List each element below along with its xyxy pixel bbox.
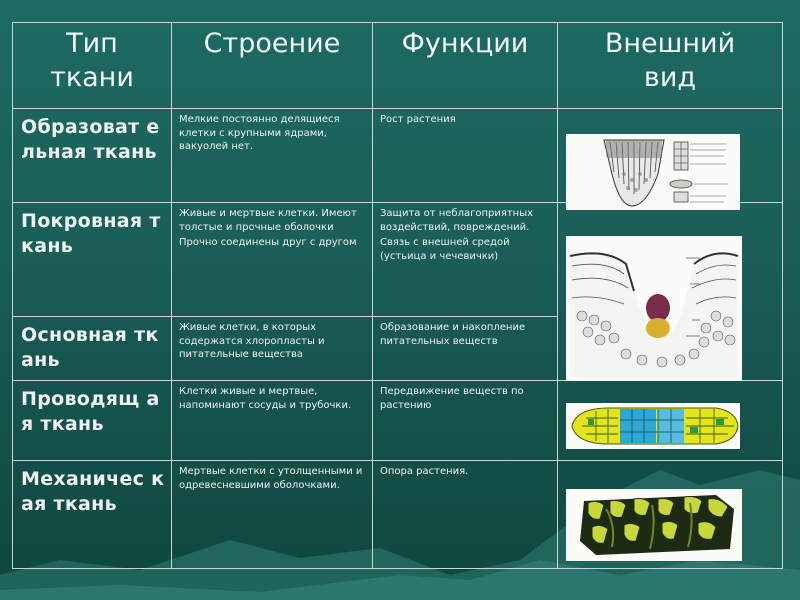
functions-text: Связь с внешней средой (устьица и чечевички) [380,237,510,262]
table-row [13,203,783,317]
row-type-conductive: Проводящ ая ткань [13,381,172,461]
row-type-basic: Основная ткань [13,317,172,381]
row-structure [172,109,373,203]
header-type: Тип ткани [13,23,172,109]
meristem-image [566,134,740,210]
structure-text: Живые и мертвые клетки. Имеют толстые и прочные оболочки [179,208,357,233]
tissue-table [12,22,783,569]
row-functions [373,203,558,317]
row-structure [172,317,373,381]
table-row [13,461,783,569]
row-image-cell [558,203,783,381]
row-functions [373,381,558,461]
functions-text: Передвижение веществ по растению [380,386,524,411]
epidermis-image [566,236,742,381]
structure-text: Клетки живые и мертвые, напоминают сосуды и трубочки. [179,386,352,411]
row-type-integumentary: Покровная ткань [13,203,172,317]
row-type-mechanical: Механичес кая ткань [13,461,172,569]
header-appearance: Внешний вид [558,23,783,109]
structure-text: Мелкие постоянно делящиеся клетки с крупными ядрами, вакуолей нет. [179,114,340,152]
mechanical-image [566,489,742,561]
row-functions [373,317,558,381]
row-image-cell [558,381,783,461]
structure-text: Живые клетки, в которых содержатся хлоропласты и питательные вещества [179,322,325,360]
row-image-cell [558,461,783,569]
functions-text: Образование и накопление питательных веществ [380,322,526,347]
functions-text: Защита от неблагоприятных воздействий, повреждений. [380,208,534,233]
row-type-educational: Образоват ельная ткань [13,109,172,203]
row-functions [373,109,558,203]
functions-text: Рост растения [380,114,456,125]
header-row [13,23,783,109]
row-structure [172,203,373,317]
header-structure: Строение [172,23,373,109]
row-structure [172,461,373,569]
functions-text: Опора растения. [380,466,469,477]
row-image-cell [558,109,783,203]
vascular-image [566,403,740,449]
table-row [13,109,783,203]
row-structure [172,381,373,461]
structure-text: Прочно соединены друг с другом [179,237,357,248]
row-functions [373,461,558,569]
table-row [13,381,783,461]
structure-text: Мертвые клетки с утолщенными и одревесневшими оболочками. [179,466,363,491]
header-functions: Функции [373,23,558,109]
